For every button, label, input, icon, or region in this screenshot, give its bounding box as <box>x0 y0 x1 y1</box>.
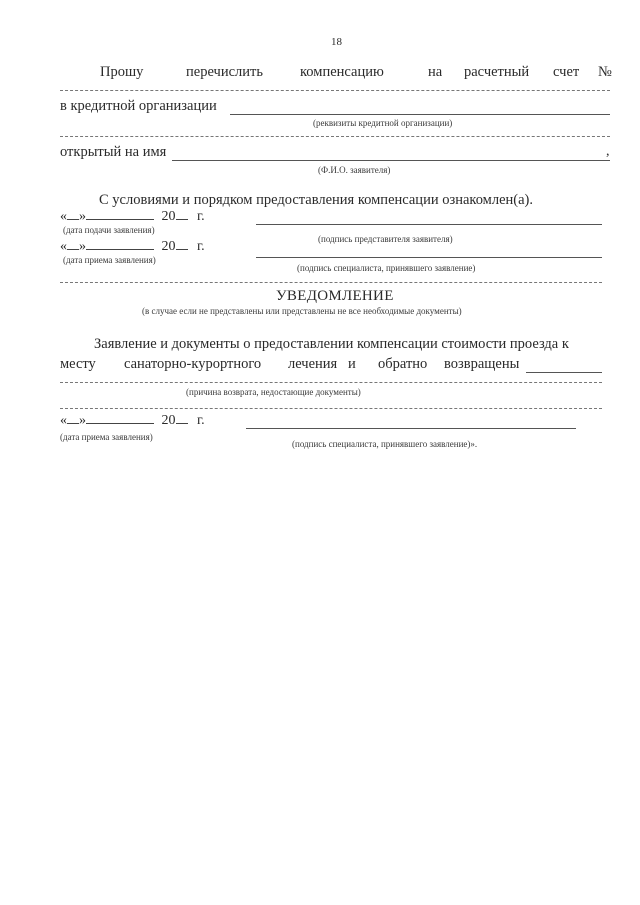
request-word-number-sign: № <box>598 64 612 80</box>
notice-date-field <box>60 412 205 429</box>
month-blank <box>86 238 154 250</box>
reason-hint: (причина возврата, недостающие документы) <box>186 387 361 397</box>
return-field-line <box>526 372 602 373</box>
owner-comma: , <box>606 144 610 159</box>
year-suffix: г. <box>197 413 205 428</box>
day-blank <box>67 208 79 220</box>
year-prefix: 20 <box>161 239 176 254</box>
section-separator <box>60 282 602 283</box>
specialist-sign-line <box>256 257 602 258</box>
day-blank <box>67 412 79 424</box>
reason-extra-line <box>60 408 602 409</box>
notice-sign-hint: (подпись специалиста, принявшего заявление)». <box>292 439 478 449</box>
bank-extra-line <box>60 136 610 137</box>
bank-label: в кредитной организации <box>60 98 217 114</box>
reason-line <box>60 382 602 383</box>
quote-open: « <box>60 209 67 224</box>
request-word-kompensaciyu: компенсацию <box>300 64 384 80</box>
receipt-date-hint: (дата приема заявления) <box>63 255 156 265</box>
submit-date-hint: (дата подачи заявления) <box>63 225 155 235</box>
month-blank <box>86 412 154 424</box>
receipt-date-field <box>60 238 205 255</box>
notice-sign-line <box>246 428 576 429</box>
account-number-line <box>60 90 610 91</box>
quote-open: « <box>60 413 67 428</box>
page-number: 18 <box>331 36 342 48</box>
year-blank <box>176 412 188 424</box>
bank-hint: (реквизиты кредитной организации) <box>313 118 453 128</box>
quote-close: » <box>79 239 86 254</box>
year-suffix: г. <box>197 209 205 224</box>
year-blank <box>176 238 188 250</box>
request-word-proshu: Прошу <box>100 64 144 80</box>
notice-line-1: Заявление и документы о предоставлении компенсации стоимости проезда к <box>94 336 569 352</box>
bank-field-line <box>230 114 610 115</box>
year-prefix: 20 <box>161 413 176 428</box>
owner-field-line <box>172 160 610 161</box>
applicant-sign-line <box>256 224 602 225</box>
notice-word-vozvrascheny: возвращены <box>444 356 520 372</box>
day-blank <box>67 238 79 250</box>
notice-word-i: и <box>348 356 356 372</box>
request-word-schet: счет <box>553 64 580 80</box>
notice-subtitle: (в случае если не представлены или представлены не все необходимые документы) <box>142 306 462 316</box>
owner-label: открытый на имя <box>60 144 167 160</box>
year-blank <box>176 208 188 220</box>
owner-hint: (Ф.И.О. заявителя) <box>318 165 391 175</box>
request-word-raschetny: расчетный <box>464 64 530 80</box>
applicant-sign-hint: (подпись представителя заявителя) <box>318 234 453 244</box>
notice-word-lecheniya: лечения <box>288 356 338 372</box>
quote-open: « <box>60 239 67 254</box>
terms-text: С условиями и порядком предоставления компенсации ознакомлен(а). <box>99 192 533 208</box>
year-suffix: г. <box>197 239 205 254</box>
notice-date-hint: (дата приема заявления) <box>60 432 153 442</box>
quote-close: » <box>79 209 86 224</box>
request-word-na: на <box>428 64 443 80</box>
year-prefix: 20 <box>161 209 176 224</box>
notice-word-obratno: обратно <box>378 356 428 372</box>
quote-close: » <box>79 413 86 428</box>
notice-title: УВЕДОМЛЕНИЕ <box>276 288 394 304</box>
notice-word-mestu: месту <box>60 356 96 372</box>
request-word-perechislit: перечислить <box>186 64 263 80</box>
month-blank <box>86 208 154 220</box>
notice-word-sanatorno: санаторно-курортного <box>124 356 262 372</box>
submit-date-field <box>60 208 205 225</box>
specialist-sign-hint: (подпись специалиста, принявшего заявление) <box>297 263 476 273</box>
